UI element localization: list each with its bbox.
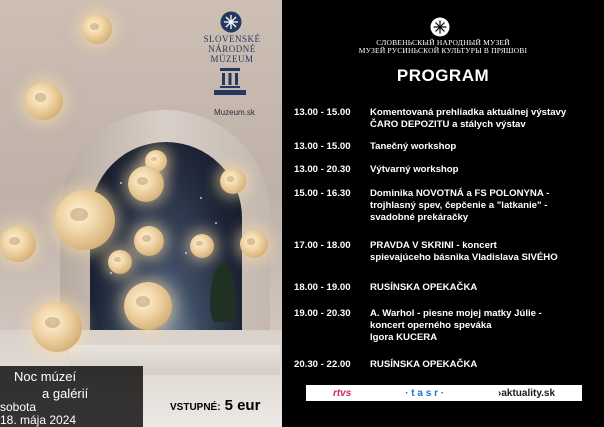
moon-image [190,234,214,258]
event-info-box [0,366,143,427]
admission-price: 5 eur [224,397,261,414]
partner-logo-aktuality: ›aktuality.sk [497,387,556,399]
building-icon [219,67,241,89]
museum-emblem-icon [220,11,242,33]
partner-logos [306,385,582,401]
moon-image [220,168,246,194]
program-panel [282,0,604,427]
program-time: 13.00 - 15.00 [294,107,351,118]
program-time: 19.00 - 20.30 [294,308,351,319]
site-label: Muzeum.sk [214,108,255,117]
program-description: A. Warhol - piesne mojej matky Júlie - koncert operného speváka Igora KUCERA [370,308,542,343]
program-description: RUSÍNSKA OPEKAČKA [370,282,478,293]
program-description: Dominika NOVOTNÁ a FS POLONYNA - trojhlasný spev, čepčenie a "latkanie" - svadobné prekáračky [370,188,550,223]
program-description: PRAVDA V SKRINI - koncert spievajúceho básnika Vladislava SIVÉHO [370,240,558,263]
event-day: sobota [0,400,37,414]
moon-image [134,226,164,256]
moon-image [32,302,82,352]
museum-name-line1: СЛОВЕНЬСКЫЙ НАРОДНЫЙ МУЗЕЙ [376,38,510,47]
logo-line: MÚZEUM [210,54,254,64]
logo-line: SLOVENSKÉ [203,34,261,44]
admission-label: VSTUPNÉ: [170,402,221,413]
event-date: 18. mája 2024 [0,413,77,427]
admission-fee [170,397,260,414]
program-description: Komentovaná prehliadka aktuálnej výstavy ČARO DEPOZITU a stálych výstav [370,107,567,130]
poster-artwork [0,0,282,427]
logo-underline [214,90,246,95]
museum-emblem-icon [430,17,450,37]
program-description: RUSÍNSKA OPEKAČKA [370,359,478,370]
moon-image [124,282,172,330]
moon-image [128,166,164,202]
moon-image [0,226,36,262]
logo-line: NÁRODNÉ [208,44,256,54]
moon-image [82,14,112,44]
event-title-line1: Noc múzeí [14,369,77,384]
partner-logo-tasr: · t a s r · [405,387,445,399]
moon-image [55,190,115,250]
museum-name-line2: МУЗЕЙ РУСИНЬСКОЙ КУЛЬТУРЫ В ПРЯШОВІ [358,46,528,55]
moon-image [108,250,132,274]
program-time: 18.00 - 19.00 [294,282,351,293]
program-time: 13.00 - 15.00 [294,141,351,152]
cypress-tree [210,262,236,322]
program-description: Tanečný workshop [370,141,457,152]
moon-image [240,230,268,258]
program-title: PROGRAM [396,66,490,85]
program-description: Výtvarný workshop [370,164,459,175]
partner-logo-rtvs: rtvs [332,387,352,399]
museum-logo-text [190,34,274,64]
program-time: 20.30 - 22.00 [294,359,351,370]
program-time: 17.00 - 18.00 [294,240,351,251]
program-time: 15.00 - 16.30 [294,188,351,199]
event-title-line2: a galérií [42,386,89,401]
moon-image [25,82,63,120]
program-time: 13.00 - 20.30 [294,164,351,175]
